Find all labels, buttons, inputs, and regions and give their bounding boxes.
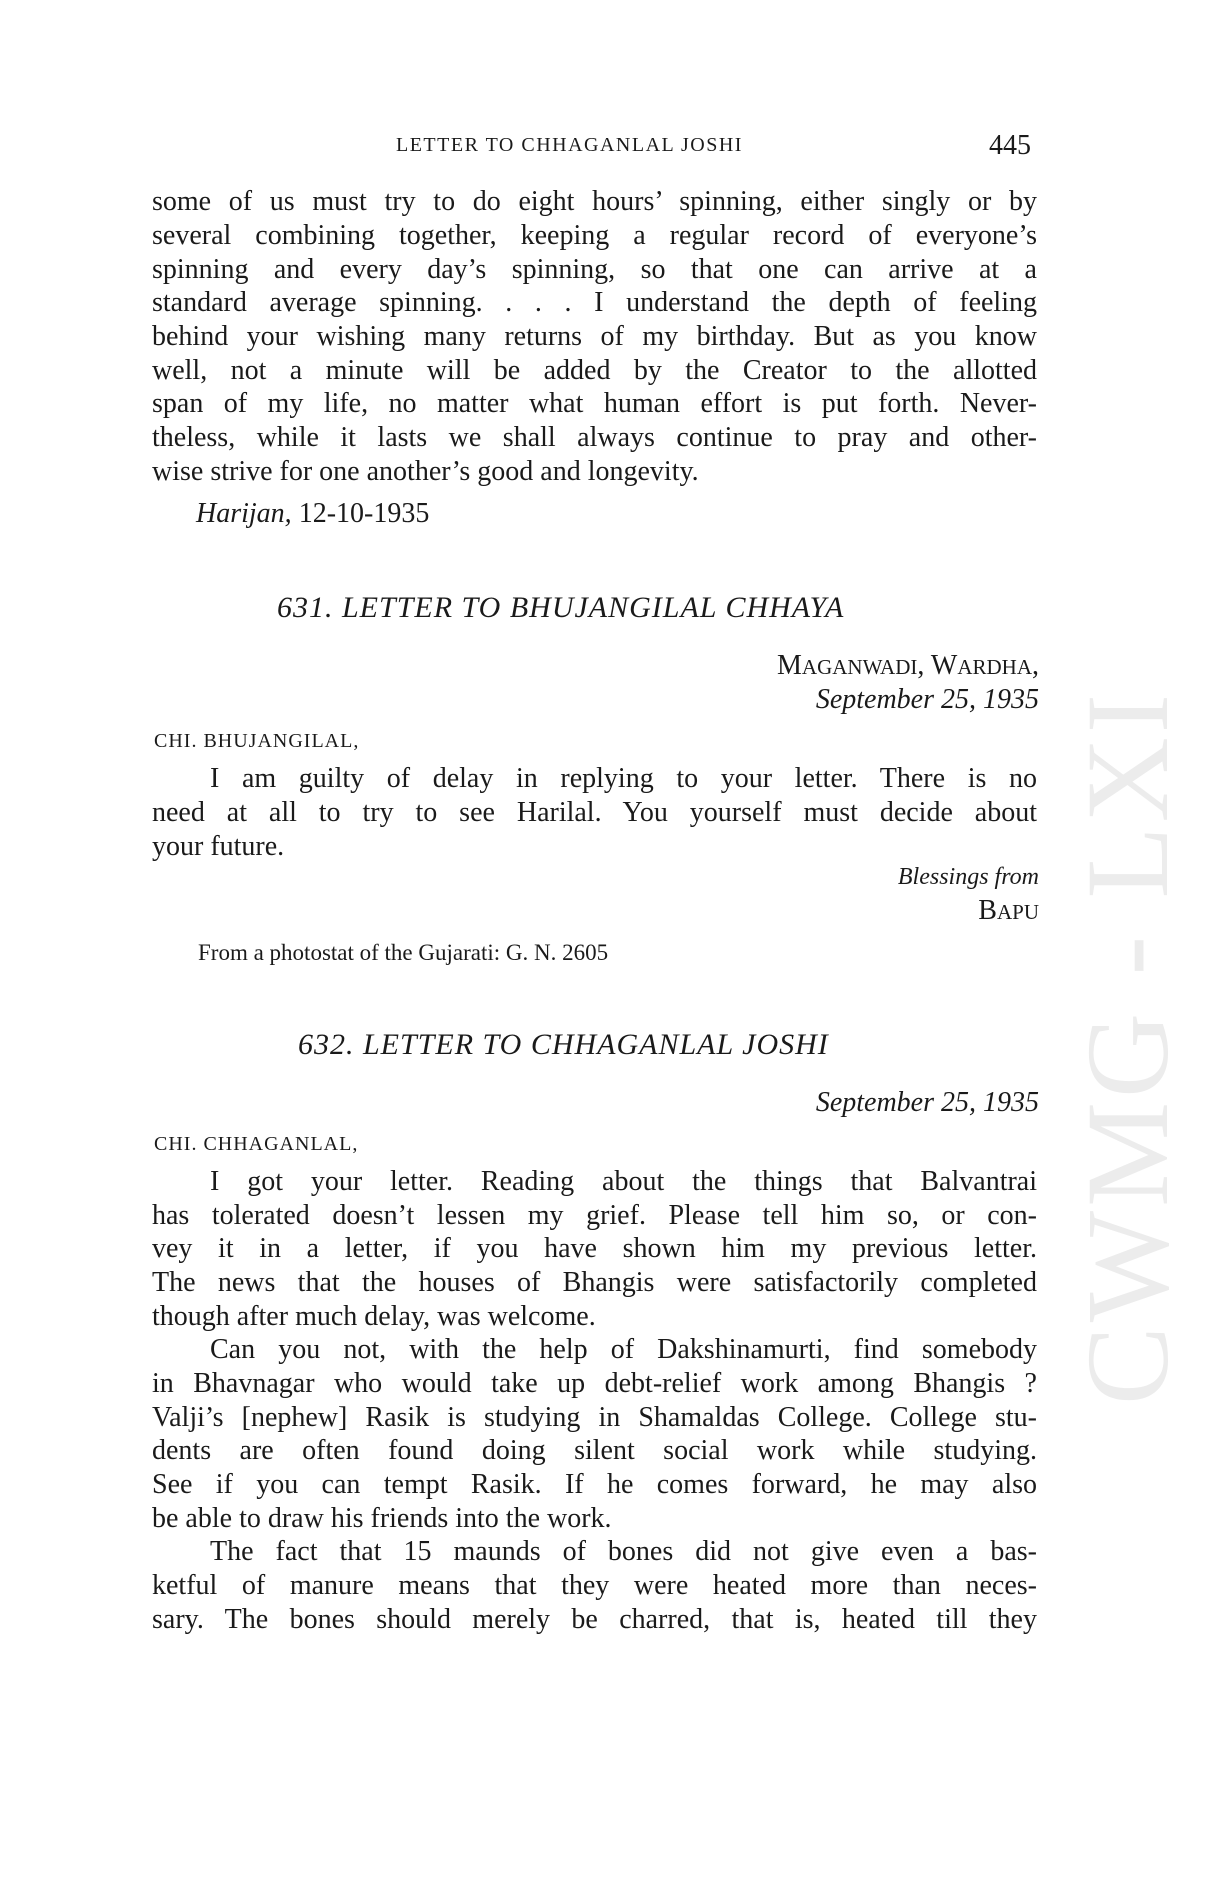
text-line: Can you not, with the help of Dakshinamurti, find somebody	[210, 1334, 1037, 1365]
text-line: spinning and every day’s spinning, so that one can arrive at a	[152, 254, 1037, 285]
text-line: wise strive for one another’s good and longevity.	[152, 456, 699, 487]
letter-631-signature: BAPU	[978, 895, 1039, 926]
text-line: be able to draw his friends into the work.	[152, 1503, 612, 1534]
text-line: See if you can tempt Rasik. If he comes forward, he may also	[152, 1469, 1037, 1500]
text-line: The fact that 15 maunds of bones did not give even a bas-	[210, 1536, 1037, 1567]
letter-632-title: 632. LETTER TO CHHAGANLAL JOSHI	[298, 1028, 829, 1061]
page-number: 445	[989, 130, 1031, 161]
text-line: The news that the houses of Bhangis were satisfactorily completed	[152, 1267, 1037, 1298]
text-line: theless, while it lasts we shall always continue to pray and other-	[152, 422, 1037, 453]
text-line: Valji’s [nephew] Rasik is studying in Shamaldas College. College stu-	[152, 1402, 1037, 1433]
letter-631-place: MAGANWADI, WARDHA,	[777, 650, 1039, 681]
text-line: span of my life, no matter what human effort is put forth. Never-	[152, 388, 1037, 419]
text-line: ketful of manure means that they were heated more than neces-	[152, 1570, 1037, 1601]
text-line: behind your wishing many returns of my birthday. But as you know	[152, 321, 1037, 352]
text-line: dents are often found doing silent social work while studying.	[152, 1435, 1037, 1466]
text-line: standard average spinning. . . . I understand the depth of feeling	[152, 287, 1037, 318]
text-line: need at all to try to see Harilal. You yourself must decide about	[152, 797, 1037, 828]
publication-name: Harijan,	[196, 498, 292, 529]
letter-631-source: From a photostat of the Gujarati: G. N. 2605	[198, 940, 609, 965]
text-line: your future.	[152, 831, 285, 862]
letter-631-date: September 25, 1935	[815, 684, 1039, 715]
letter-632-date: September 25, 1935	[815, 1087, 1039, 1118]
letter-632-salutation: CHI. CHHAGANLAL,	[154, 1133, 359, 1155]
text-line: vey it in a letter, if you have shown him my previous letter.	[152, 1233, 1037, 1264]
text-line: sary. The bones should merely be charred, that is, heated till they	[152, 1604, 1037, 1635]
text-line: has tolerated doesn’t lessen my grief. Please tell him so, or con-	[152, 1200, 1037, 1231]
letter-631-title: 631. LETTER TO BHUJANGILAL CHHAYA	[277, 591, 845, 624]
running-header: LETTER TO CHHAGANLAL JOSHI	[396, 134, 743, 156]
text-line: several combining together, keeping a regular record of everyone’s	[152, 220, 1037, 251]
letter-631-salutation: CHI. BHUJANGILAL,	[154, 730, 360, 752]
letter-631-closing: Blessings from	[897, 864, 1039, 890]
text-line: in Bhavnagar who would take up debt-relief work among Bhangis ?	[152, 1368, 1037, 1399]
text-line: I got your letter. Reading about the things that Balvantrai	[210, 1166, 1037, 1197]
text-line: well, not a minute will be added by the Creator to the allotted	[152, 355, 1037, 386]
source-citation	[196, 498, 429, 530]
watermark: CWMG - LXI	[1062, 689, 1193, 1405]
publication-date: 12-10-1935	[298, 498, 430, 529]
text-line: though after much delay, was welcome.	[152, 1301, 596, 1332]
text-line: I am guilty of delay in replying to your letter. There is no	[210, 763, 1037, 794]
text-line: some of us must try to do eight hours’ spinning, either singly or by	[152, 186, 1037, 217]
